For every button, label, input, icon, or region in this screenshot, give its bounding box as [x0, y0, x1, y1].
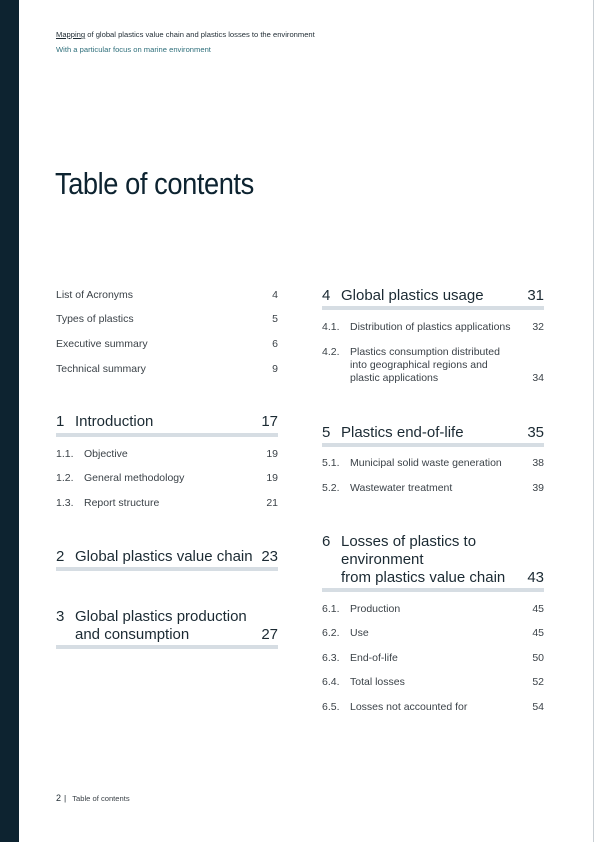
toc-entry-label: Technical summary — [56, 363, 146, 375]
subsection-page: 19 — [266, 472, 278, 484]
section-rule — [322, 443, 544, 447]
toc-subsection-1-1[interactable] — [56, 448, 278, 462]
subsection-page: 45 — [532, 603, 544, 615]
subsection-page: 38 — [532, 457, 544, 469]
toc-subsection-6-3[interactable] — [322, 652, 544, 666]
section-label-line: environment — [341, 551, 424, 568]
section-page: 35 — [527, 424, 544, 441]
subsection-label: General methodology — [84, 472, 185, 484]
toc-subsection-5-2[interactable] — [322, 482, 544, 496]
subsection-page: 45 — [532, 627, 544, 639]
section-rule — [56, 433, 278, 437]
subsection-label: Report structure — [84, 497, 160, 509]
section-number: 6 — [322, 533, 331, 550]
toc-subsection-4-1[interactable] — [322, 321, 544, 335]
section-page: 23 — [261, 548, 278, 565]
section-number: 5 — [322, 424, 331, 441]
subsection-number: 5.1. — [322, 457, 340, 469]
subsection-label: Total losses — [350, 676, 405, 688]
section-label-line: Losses of plastics to — [341, 533, 477, 550]
subsection-page: 21 — [266, 497, 278, 509]
subsection-page: 19 — [266, 448, 278, 460]
toc-entry-page: 6 — [272, 338, 278, 350]
section-label-line: Global plastics production — [75, 608, 247, 625]
section-label: Introduction — [75, 413, 154, 430]
subsection-number: 6.3. — [322, 652, 340, 664]
section-page: 27 — [261, 626, 278, 643]
section-page: 43 — [527, 569, 544, 586]
subsection-label-line: into geographical regions and — [350, 359, 488, 371]
section-rule — [56, 645, 278, 649]
toc-entry-page: 5 — [272, 313, 278, 325]
subsection-page: 50 — [532, 652, 544, 664]
section-page: 17 — [261, 413, 278, 430]
toc-subsection-6-4[interactable] — [322, 676, 544, 690]
subsection-page: 32 — [532, 321, 544, 333]
section-rule — [56, 567, 278, 571]
section-label: Global plastics value chain — [75, 548, 253, 565]
toc-entry-page: 9 — [272, 363, 278, 375]
section-number: 2 — [56, 548, 65, 565]
subsection-label: Use — [350, 627, 369, 639]
section-rule — [322, 588, 544, 592]
toc-subsection-4-2[interactable] — [322, 346, 544, 386]
section-number: 4 — [322, 287, 331, 304]
toc-entry-label: List of Acronyms — [56, 289, 134, 301]
subsection-label: Distribution of plastics applications — [350, 321, 511, 333]
toc-section-2[interactable] — [56, 548, 278, 572]
toc-entry-types-of-plastics[interactable] — [56, 313, 278, 325]
toc-entry-label: Executive summary — [56, 338, 148, 350]
section-number: 3 — [56, 608, 65, 625]
toc-section-1[interactable] — [56, 413, 278, 437]
subsection-number: 6.1. — [322, 603, 340, 615]
subsection-number: 6.4. — [322, 676, 340, 688]
subsection-number: 6.5. — [322, 701, 340, 713]
footer-section-name: Table of contents — [72, 794, 130, 803]
section-label — [75, 608, 247, 644]
toc-entry-executive-summary[interactable] — [56, 338, 278, 350]
subsection-number: 1.2. — [56, 472, 74, 484]
section-label: Plastics end-of-life — [341, 424, 464, 441]
subsection-label — [350, 346, 500, 385]
subsection-page: 54 — [532, 701, 544, 713]
page-footer — [56, 793, 130, 803]
section-label-line: and consumption — [75, 626, 190, 643]
subsection-label-line: plastic applications — [350, 372, 439, 384]
toc-entry-page: 4 — [272, 289, 278, 301]
subsection-label: Wastewater treatment — [350, 482, 453, 494]
subsection-number: 5.2. — [322, 482, 340, 494]
document-subtitle: With a particular focus on marine environment — [56, 45, 211, 54]
toc-subsection-6-1[interactable] — [322, 603, 544, 617]
toc-entry-technical-summary[interactable] — [56, 363, 278, 375]
toc-subsection-6-2[interactable] — [322, 627, 544, 641]
subsection-label: End-of-life — [350, 652, 398, 664]
footer-separator: | — [64, 793, 67, 803]
section-label-line: from plastics value chain — [341, 569, 506, 586]
subsection-number: 6.2. — [322, 627, 340, 639]
subsection-page: 52 — [532, 676, 544, 688]
toc-section-3[interactable] — [56, 608, 278, 652]
subsection-number: 1.3. — [56, 497, 74, 509]
right-edge-line — [593, 0, 594, 842]
toc-section-6[interactable] — [322, 533, 544, 595]
toc-subsection-1-3[interactable] — [56, 497, 278, 511]
toc-section-4[interactable] — [322, 287, 544, 311]
section-number: 1 — [56, 413, 65, 430]
section-page: 31 — [527, 287, 544, 304]
footer-page-number: 2 — [56, 793, 62, 803]
section-label — [341, 533, 505, 587]
toc-subsection-1-2[interactable] — [56, 472, 278, 486]
subsection-label: Objective — [84, 448, 128, 460]
page-title: Table of contents — [55, 166, 254, 201]
subsection-label: Municipal solid waste generation — [350, 457, 502, 469]
subsection-page: 34 — [532, 372, 544, 384]
left-sidebar-band — [0, 0, 19, 842]
toc-subsection-6-5[interactable] — [322, 701, 544, 715]
document-title — [56, 30, 315, 39]
subsection-page: 39 — [532, 482, 544, 494]
subsection-number: 4.1. — [322, 321, 340, 333]
toc-entry-label: Types of plastics — [56, 313, 134, 325]
toc-subsection-5-1[interactable] — [322, 457, 544, 471]
section-label: Global plastics usage — [341, 287, 484, 304]
subsection-number: 4.2. — [322, 346, 340, 358]
section-rule — [322, 306, 544, 310]
subsection-label: Production — [350, 603, 401, 615]
subsection-label-line: Plastics consumption distributed — [350, 346, 500, 358]
document-title-underlined: Mapping — [56, 30, 86, 39]
subsection-label: Losses not accounted for — [350, 701, 468, 713]
subsection-number: 1.1. — [56, 448, 74, 460]
toc-section-5[interactable] — [322, 424, 544, 448]
document-title-rest: of global plastics value chain and plastics losses to the environment — [85, 30, 315, 39]
toc-entry-acronyms[interactable] — [56, 289, 278, 301]
